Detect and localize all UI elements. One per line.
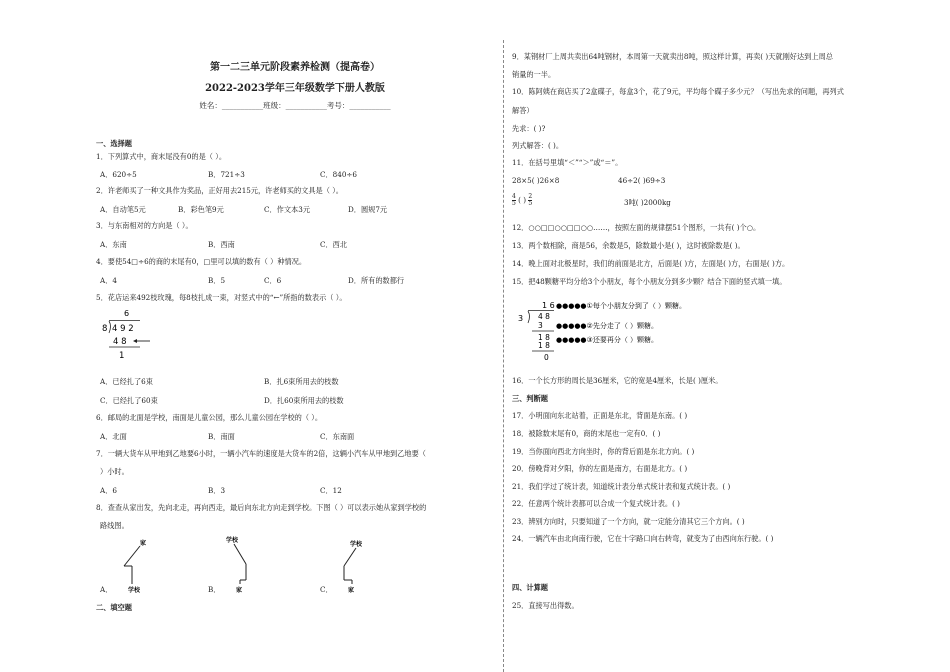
question-15: 15．把48颗糖平均分给3个小朋友，每个小朋友分到多少颗？结合下面的竖式填一填。 (512, 277, 787, 286)
q11-compare-3 (512, 194, 532, 207)
question-18: 18．被除数末尾有0，商的末尾也一定有0．( ) (512, 429, 661, 438)
q3-option-b: B．西南 (208, 240, 235, 249)
q15-dividend: 4 8 (538, 312, 550, 321)
q2-option-c: C．作文本3元 (264, 205, 311, 214)
question-3: 3．与东南相对的方向是（ ）。 (96, 221, 193, 230)
q5-divisor: 8 (102, 324, 108, 334)
q7-option-a: A．6 (100, 486, 117, 495)
q2-option-d: D．圆规7元 (348, 205, 388, 214)
question-2: 2．许老师买了一种文具作为奖品，正好用去215元，许老师买的文具是（ ）。 (96, 186, 343, 195)
home-label: 学校 (128, 587, 141, 594)
q15-note-3: ●●●●●③还要再分（ ）颗糖。 (556, 336, 659, 344)
question-5: 5．花店运来492枝玫瑰，每8枝扎成一束，对竖式中的“←”所指的数表示（ ）。 (96, 293, 347, 302)
q11-compare-1: 28×5( )26×8 (512, 176, 560, 185)
q1-option-b: B．721÷3 (208, 170, 245, 179)
q15-divisor: 3 (518, 314, 524, 323)
q3-option-c: C．西北 (320, 240, 348, 249)
q1-option-a: A．620÷5 (100, 170, 137, 179)
q8-option-c: C． (320, 585, 333, 594)
fraction-2-5: $\frac{2}{5}$ (528, 193, 533, 207)
q11-compare-2: 46÷2( )69÷3 (618, 176, 666, 185)
q2-option-b: B．彩色笔9元 (178, 205, 224, 214)
school-label: 学校 (350, 541, 363, 548)
question-25: 25．直接写出得数。 (512, 601, 579, 610)
question-14: 14．晚上面对北极星时，我们的前面是北方，后面是( )方，左面是( )方，右面是( )方。 (512, 259, 790, 268)
q5-product: 4 8 (113, 337, 127, 347)
question-7-cont: ）小时。 (100, 467, 129, 476)
q15-remainder: 0 (544, 353, 549, 362)
section-true-false: 三、判断题 (512, 394, 548, 403)
q5-option-b: B．扎6束所用去的枝数 (264, 377, 339, 386)
question-1: 1．下列算式中，商末尾没有0的是（ ）。 (96, 152, 227, 161)
q1-option-c: C．840÷6 (320, 170, 358, 179)
page-subtitle: 2022-2023学年三年级数学下册人教版 (205, 83, 385, 94)
question-7: 7．一辆大货车从甲地到乙地要6小时，一辆小汽车的速度是大货车的2倍，这辆小汽车从甲地到乙地要（ (96, 449, 426, 458)
q8-option-a: A． (100, 585, 113, 594)
q6-option-b: B．南面 (208, 432, 235, 441)
q5-long-division (100, 306, 160, 364)
student-info-fields: 姓名：___________班级：___________考号：___________ (199, 101, 391, 110)
q5-option-c: C．已经扎了60束 (100, 396, 158, 405)
q5-option-d: D．扎60束所用去的枝数 (264, 396, 344, 405)
q6-option-c: C．东南面 (320, 432, 355, 441)
page-title: 第一二三单元阶段素养检测（提高卷） (210, 62, 380, 73)
question-24: 24．一辆汽车由北向南行驶，它在十字路口向右转弯，就变为了由西向东行驶。( ) (512, 534, 774, 543)
q4-option-d: D．所有的数都行 (348, 276, 405, 285)
question-11: 11．在括号里填“＜”“＞”或“＝”。 (512, 158, 623, 167)
question-13: 13．两个数相除，商是56，余数是5，除数最小是( )，这时被除数是( )。 (512, 241, 745, 250)
q15-step2: 1 8 (538, 333, 550, 342)
question-9-cont: 销量的一半。 (512, 70, 556, 79)
question-19: 19．当你面向西北方向坐时，你的背后面是东北方向。( ) (512, 447, 695, 456)
question-21: 21．我们学过了统计表，知道统计表分单式统计表和复式统计表。( ) (512, 482, 731, 491)
school-label: 家 (140, 540, 147, 547)
question-10: 10．陈阿姨在商店买了2盒碟子，每盒3个，花了9元，平均每个碟子多少元？（写出先求的问题，再列式 (512, 87, 844, 96)
question-6: 6．邮局的北面是学校，南面是儿童公园，那么儿童公园在学校的（ ）。 (96, 413, 323, 422)
q4-option-b: B．5 (208, 276, 226, 285)
question-23: 23．辨别方向时，只要知道了一个方向，就一定能分清其它三个方向。( ) (512, 517, 745, 526)
home-label: 家 (348, 587, 355, 594)
route-diagram-a (112, 534, 162, 594)
section-choice: 一、选择题 (96, 139, 132, 148)
question-4: 4．要使54□÷6的商的末尾有0，□里可以填的数有（ ）种情况。 (96, 257, 307, 266)
route-diagram-b (222, 534, 272, 594)
q11-compare-4: 3吨( )2000kg (624, 198, 671, 207)
q3-option-a: A．东南 (100, 240, 127, 249)
fraction-4-5: $\frac{4}{5}$ (512, 193, 516, 207)
q15-step1: 3 (538, 321, 543, 330)
question-16: 16．一个长方形的周长是36厘米，它的宽是4厘米，长是( )厘米。 (512, 376, 723, 385)
home-label: 家 (236, 587, 243, 594)
question-9: 9．某钢材厂上周共卖出64吨钢材，本周第一天就卖出8吨，照这样计算，再卖( )天就刚好达到上周总 (512, 52, 833, 61)
question-17: 17．小明面向东北站着，正面是东北，背面是东南。( ) (512, 411, 688, 420)
question-20: 20．傍晚背对夕阳，你的左面是南方，右面是北方。( ) (512, 464, 688, 473)
q11-blank: ( ) (518, 195, 527, 205)
q7-option-c: C．12 (320, 486, 342, 495)
question-8: 8．查查从家出发，先向北走，再向西走，最后向东北方向走到学校。下图（ ）可以表示她从家到学校的 (96, 503, 427, 512)
section-fill-in: 二、填空题 (96, 603, 132, 612)
column-divider (503, 40, 504, 672)
q2-option-a: A．自动笔5元 (100, 205, 146, 214)
section-calculation: 四、计算题 (512, 583, 548, 592)
question-10-solve: 列式解答：( )。 (512, 141, 564, 150)
question-12: 12．○○□□○○□□○○……，按照左面的规律摆51个图形，一共有( )个○。 (512, 223, 761, 232)
question-10-cont: 解答） (512, 106, 534, 115)
q15-note-2: ●●●●●②先分走了（ ）颗糖。 (556, 322, 659, 330)
q8-option-b: B． (208, 585, 221, 594)
question-10-first: 先求：( )? (512, 124, 546, 133)
q15-note-1: ●●●●●①每个小朋友分到了（ ）颗糖。 (556, 302, 687, 310)
q5-option-a: A．已经扎了6束 (100, 377, 153, 386)
q7-option-b: B．3 (208, 486, 226, 495)
school-label: 学校 (226, 537, 239, 544)
question-22: 22．任意两个统计表都可以合成一个复式统计表。( ) (512, 499, 680, 508)
q5-dividend: 4 9 2 (112, 324, 134, 334)
route-diagram-c (330, 534, 380, 594)
q4-option-a: A．4 (100, 276, 117, 285)
q15-long-division (516, 298, 736, 366)
q6-option-a: A．北面 (100, 432, 127, 441)
q4-option-c: C．6 (264, 276, 282, 285)
q5-quotient: 6 (124, 309, 130, 318)
q5-remainder: 1 (119, 351, 125, 361)
q15-step3: 1 8 (538, 341, 550, 350)
q15-quotient: 1 6 (542, 301, 555, 310)
question-8-cont: 路线图。 (100, 521, 129, 530)
